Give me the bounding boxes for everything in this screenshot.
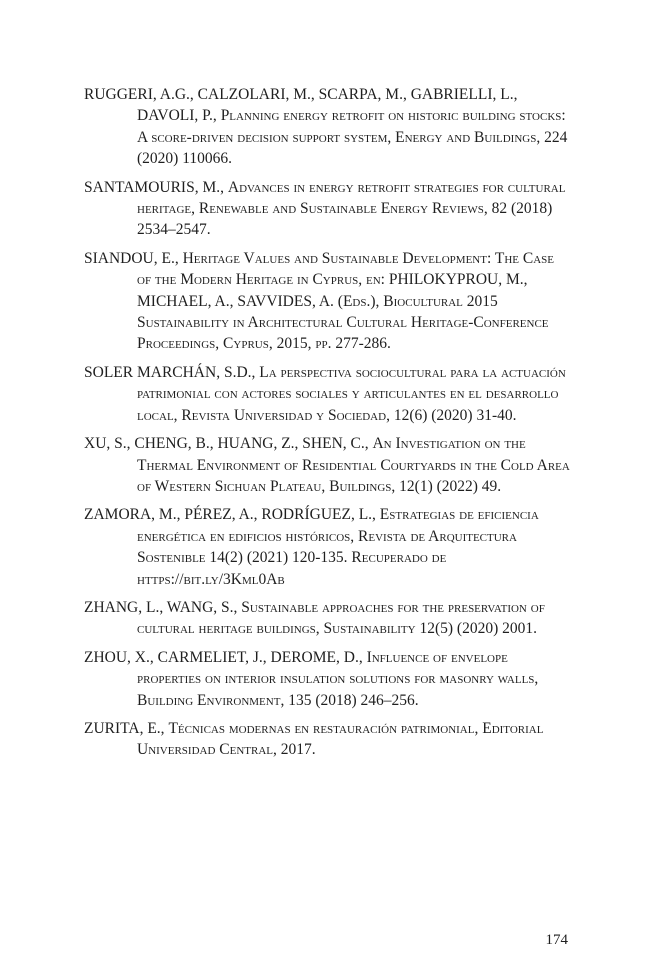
reference-details: Sustainable approaches for the preservation of cultural heritage buildings, Sustainability 12(5) (2020) 2001. (137, 598, 545, 638)
reference-details: Advances in energy retrofit strategies for cultural heritage, Renewable and Sustainable Energy Reviews, 82 (2018) 2534–2547. (137, 178, 566, 239)
reference-entry-zamora (84, 504, 570, 590)
reference-authors: ZHOU, X., CARMELIET, J., DEROME, D., (84, 648, 367, 666)
reference-authors: RUGGERI, A.G., CALZOLARI, M., SCARPA, M., GABRIELLI, L., DAVOLI, P., (84, 86, 518, 125)
reference-authors: ZURITA, E., (84, 719, 169, 737)
reference-list (84, 84, 570, 768)
reference-authors: XU, S., CHENG, B., HUANG, Z., SHEN, C., (84, 435, 373, 453)
reference-authors: SANTAMOURIS, M., (84, 178, 228, 196)
reference-entry-siandou (84, 248, 570, 355)
reference-details: Planning energy retrofit on historic building stocks: A score-driven decision support system, Energy and Buildings, 224 (2020) 110066. (137, 107, 568, 168)
reference-details: An Investigation on the Thermal Environment of Residential Courtyards in the Cold Area of Western Sichuan Plateau, Buildings, 12(1) (2022) 49. (137, 435, 570, 495)
reference-details: Técnicas modernas en restauración patrimonial, Editorial Universidad Central, 2017. (137, 719, 544, 759)
reference-authors: ZAMORA, M., PÉREZ, A., RODRÍGUEZ, L., (84, 506, 380, 524)
reference-details: Estrategias de eficiencia energética en edificios históricos, Revista de Arquitectura Sostenible 14(2) (2021) 120-135. Recuperado de https://bit.ly/3Kml0Ab (137, 506, 539, 588)
reference-entry-zhou (84, 647, 570, 711)
reference-entry-ruggeri (84, 84, 570, 170)
reference-authors: ZHANG, L., WANG, S., (84, 598, 242, 616)
reference-details-continued: Eds.), Biocultural 2015 Sustainability in Architectural Cultural Heritage-Conference Proceedings, Cyprus, 2015, pp. 277-286. (137, 292, 549, 353)
reference-entry-soler-marchan (84, 362, 570, 426)
reference-entry-zurita (84, 718, 570, 761)
reference-entry-zhang (84, 597, 570, 640)
reference-entry-xu (84, 433, 570, 497)
reference-editors: PHILOKYPROU, M., MICHAEL, A., SAVVIDES, A. ( (137, 271, 528, 310)
reference-authors: SIANDOU, E., (84, 249, 183, 267)
page-number: 174 (545, 932, 568, 948)
reference-details: Influence of envelope properties on interior insulation solutions for masonry walls, Building Environment, 135 (2018) 246–256. (137, 648, 539, 709)
reference-details: La perspectiva sociocultural para la actuación patrimonial con actores sociales y articulantes en el desarrollo local, Revista Universidad y Sociedad, 12(6) (2020) 31-40. (137, 363, 566, 424)
reference-details: Heritage Values and Sustainable Development: The Case of the Modern Heritage in Cyprus, en: (137, 249, 554, 289)
reference-authors: SOLER MARCHÁN, S.D., (84, 363, 260, 381)
reference-entry-santamouris (84, 177, 570, 241)
